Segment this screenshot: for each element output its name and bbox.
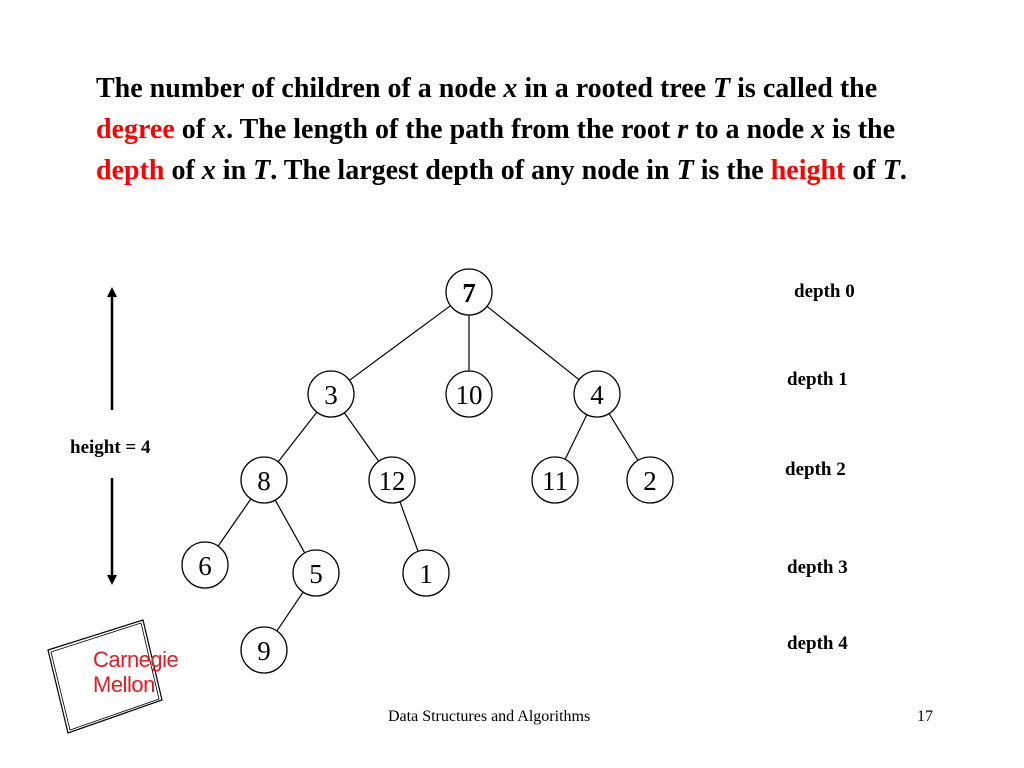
definition-run: is called the — [730, 73, 878, 104]
node-label: 12 — [378, 466, 406, 496]
tree-node-9 — [241, 627, 287, 673]
node-label: 4 — [590, 380, 604, 410]
node-label: 11 — [542, 466, 568, 496]
definition-run: of — [174, 114, 213, 145]
definition-run: x — [503, 73, 518, 104]
node-label: 8 — [257, 466, 271, 496]
height-label: height = 4 — [70, 437, 151, 458]
tree-node-3 — [308, 371, 354, 417]
depth-label-3: depth 3 — [787, 557, 848, 578]
node-label: 10 — [455, 380, 483, 410]
definition-run: x — [811, 114, 826, 145]
tree-edge-7-3 — [349, 306, 450, 381]
definition-run: T — [882, 155, 900, 186]
page-number: 17 — [917, 708, 933, 725]
tree-node-10 — [446, 371, 492, 417]
tree-node-7 — [446, 269, 492, 315]
node-label: 3 — [324, 380, 338, 410]
node-label: 9 — [257, 636, 271, 666]
tree-edge-3-8 — [278, 412, 317, 462]
tree-node-12 — [369, 457, 415, 503]
definition-run: T — [676, 155, 694, 186]
definition-run: of — [845, 155, 883, 186]
tree-edge-12-1 — [400, 502, 418, 552]
node-label: 1 — [419, 559, 433, 589]
node-label: 7 — [462, 278, 476, 308]
definition-run: x — [201, 155, 216, 186]
tree-edge-8-6 — [218, 499, 251, 546]
definition-run: x — [212, 114, 227, 145]
tree-nodes — [182, 269, 673, 673]
tree-node-5 — [293, 550, 339, 596]
node-label: 5 — [309, 559, 323, 589]
definition-run: . The length of the path from the root — [226, 114, 678, 145]
logo-line-1: Carnegie — [93, 647, 179, 672]
definition-term: degree — [96, 114, 175, 145]
tree-edge-4-11 — [565, 415, 587, 460]
definition-run: r — [677, 114, 689, 145]
depth-label-0: depth 0 — [794, 281, 855, 302]
tree-node-4 — [574, 371, 620, 417]
tree-node-8 — [241, 457, 287, 503]
carnegie-mellon-logo — [0, 0, 220, 740]
depth-label-4: depth 4 — [787, 633, 848, 654]
depth-label-2: depth 2 — [785, 459, 846, 480]
definition-run: T — [253, 155, 271, 186]
definition-term: depth — [96, 155, 165, 186]
tree-edge-3-12 — [344, 413, 378, 461]
tree-edge-8-5 — [275, 500, 305, 553]
tree-node-11 — [532, 457, 578, 503]
tree-node-1 — [403, 550, 449, 596]
definition-run: of — [164, 155, 202, 186]
definition-run: is the — [825, 114, 896, 145]
definition-run: in — [215, 155, 254, 186]
logo-line-2: Mellon — [93, 672, 155, 697]
definition-run: T — [713, 73, 731, 104]
definition-run: is the — [693, 155, 771, 186]
tree-edge-5-9 — [277, 592, 303, 631]
definition-run: . The largest depth of any node in — [270, 155, 677, 186]
definition-term: height — [770, 155, 846, 186]
definition-run: to a node — [688, 114, 812, 145]
definition-run: in a rooted tree — [517, 73, 714, 104]
tree-node-2 — [627, 457, 673, 503]
node-label: 6 — [198, 551, 212, 581]
tree-edge-7-4 — [487, 306, 579, 379]
depth-label-1: depth 1 — [787, 369, 848, 390]
footer-title: Data Structures and Algorithms — [388, 708, 591, 725]
definition-run: . — [899, 155, 907, 186]
tree-edge-4-2 — [609, 414, 638, 461]
node-label: 2 — [643, 466, 657, 496]
definition-run: The number of children of a node — [96, 73, 504, 104]
